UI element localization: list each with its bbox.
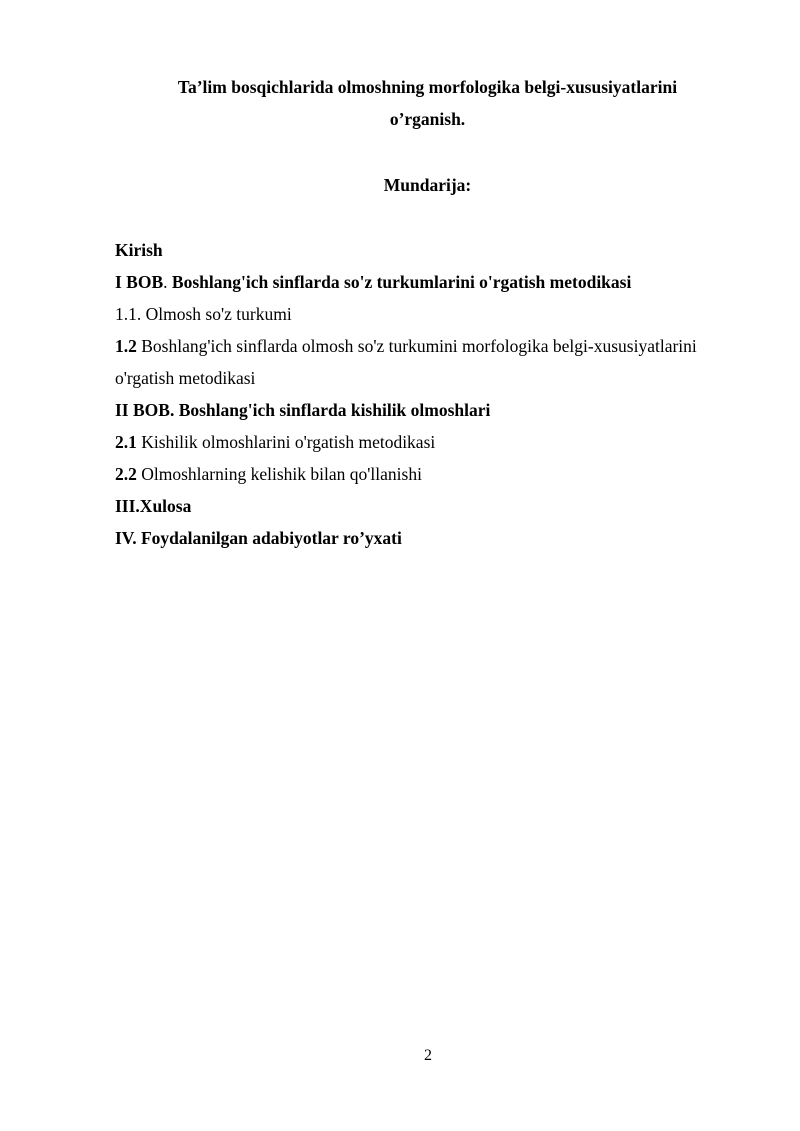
toc-section-2-1-text: Kishilik olmoshlarini o'rgatish metodikasi <box>136 432 436 452</box>
toc-item-references: IV. Foydalanilgan adabiyotlar ro’yxati <box>115 528 402 548</box>
toc-item-section-1-2 <box>115 336 755 368</box>
toc-item-conclusion: III.Xulosa <box>115 496 192 516</box>
toc-item-section-2-2 <box>115 464 755 496</box>
table-of-contents <box>115 240 755 560</box>
toc-section-1-2-text: Boshlang'ich sinflarda olmosh so'z turkumini morfologika belgi-xususiyatlarini <box>136 336 697 356</box>
toc-item-section-1-1: 1.1. Olmosh so'z turkumi <box>115 304 292 324</box>
toc-item-chapter-1 <box>115 272 755 304</box>
toc-section-2-2-text: Olmoshlarning kelishik bilan qo'llanishi <box>136 464 422 484</box>
toc-section-2-2-number: 2.2 <box>115 464 137 484</box>
toc-section-1-2-number: 1.2 <box>115 336 137 356</box>
toc-chapter-1-prefix: I BOB <box>115 272 164 292</box>
toc-chapter-1-title: Boshlang'ich sinflarda so'z turkumlarini o'rgatish metodikasi <box>167 272 632 292</box>
document-title-line-2: o’rganish. <box>389 109 466 129</box>
toc-section-2-1-number: 2.1 <box>115 432 137 452</box>
toc-item-section-1-2-continued: o'rgatish metodikasi <box>115 368 256 388</box>
toc-item-section-2-1 <box>115 432 755 464</box>
toc-item-intro: Kirish <box>115 240 163 260</box>
toc-chapter-1-dot: . <box>163 272 168 292</box>
document-title-line-1: Ta’lim bosqichlarida olmoshning morfologika belgi-xususiyatlarini <box>177 77 678 97</box>
toc-item-chapter-2: II BOB. Boshlang'ich sinflarda kishilik olmoshlari <box>115 400 491 420</box>
toc-heading: Mundarija: <box>383 175 472 195</box>
page-number: 2 <box>424 1047 432 1064</box>
